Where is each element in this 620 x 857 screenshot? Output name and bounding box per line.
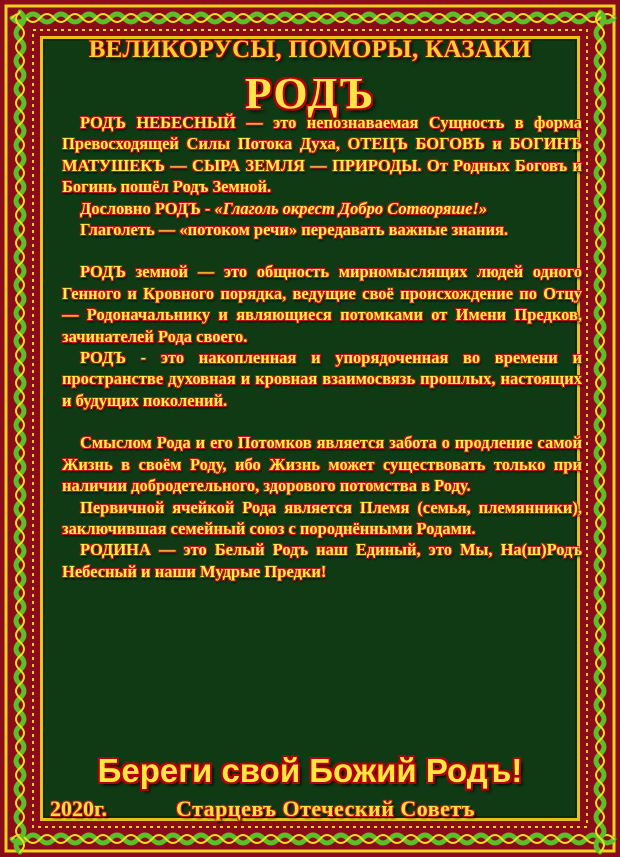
header-title: ВЕЛИКОРУСЫ, ПОМОРЫ, КАЗАКИ — [88, 36, 532, 63]
footer-year: 2020г. — [50, 796, 108, 821]
doslovno-prefix: Дословно РОДЪ - — [80, 198, 215, 218]
paragraph-rod-nakoplennaya: РОДЪ - это накопленная и упорядоченная во времени и пространстве духовная и кровная взаимосвязь прошлых, настоящих и будущих поколений. — [62, 348, 582, 410]
paragraph-smysl-roda: Смыслом Рода и его Потомков является забота о продление самой Жизнь в своём Роду, ибо Жизнь может существовать только при наличии добродетельного, здорового потомства в Роду. — [62, 433, 582, 496]
paragraph-rod-zemnoy: РОДЪ земной — это общность мирномыслящих людей одного Генного и Кровного порядка, ведущие своё происхождение по Отцу — Родоначальнику и являющиеся потомками от Имени Предков, зачинателей Рода своего. — [62, 262, 582, 346]
spacer — [62, 411, 582, 432]
paragraph-rod-nebesny: РОДЪ НЕБЕСНЫЙ — это непознаваемая Сущность в форма Превосходящей Силы Потока Духа, ОТЕЦЪ БОГОВЪ и БОГИНЪ МАТУШЕКЪ — СЫРА ЗЕМЛЯ — ПРИРОДЫ. От Родных Боговъ и Богинь пошёл Родъ Земной. — [62, 113, 582, 197]
spacer — [62, 240, 582, 261]
paragraph-pervichnaya-yacheyka: Первичной ячейкой Рода является Племя (семья, племянники), заключившая семейный союз с породнёнными Родами. — [62, 497, 582, 538]
page-title: РОДЪ — [244, 69, 376, 118]
doslovno-quote: «Глаголь окрест Добро Сотворяше!» — [214, 198, 488, 218]
paragraph-rodina: РОДИНА — это Белый Родъ наш Единый, это Мы, На(ш)Родъ Небесный и наши Мудрые Предки! — [62, 540, 582, 581]
paragraph-glagolet: Глаголеть — «потоком речи» передавать важные знания. — [80, 220, 509, 240]
body-text — [62, 112, 582, 582]
footer-signature: Старцевъ Отеческий Советъ — [176, 796, 475, 821]
paragraph-doslovno — [62, 198, 582, 219]
motto: Береги свой Божий Родъ! — [97, 752, 523, 789]
